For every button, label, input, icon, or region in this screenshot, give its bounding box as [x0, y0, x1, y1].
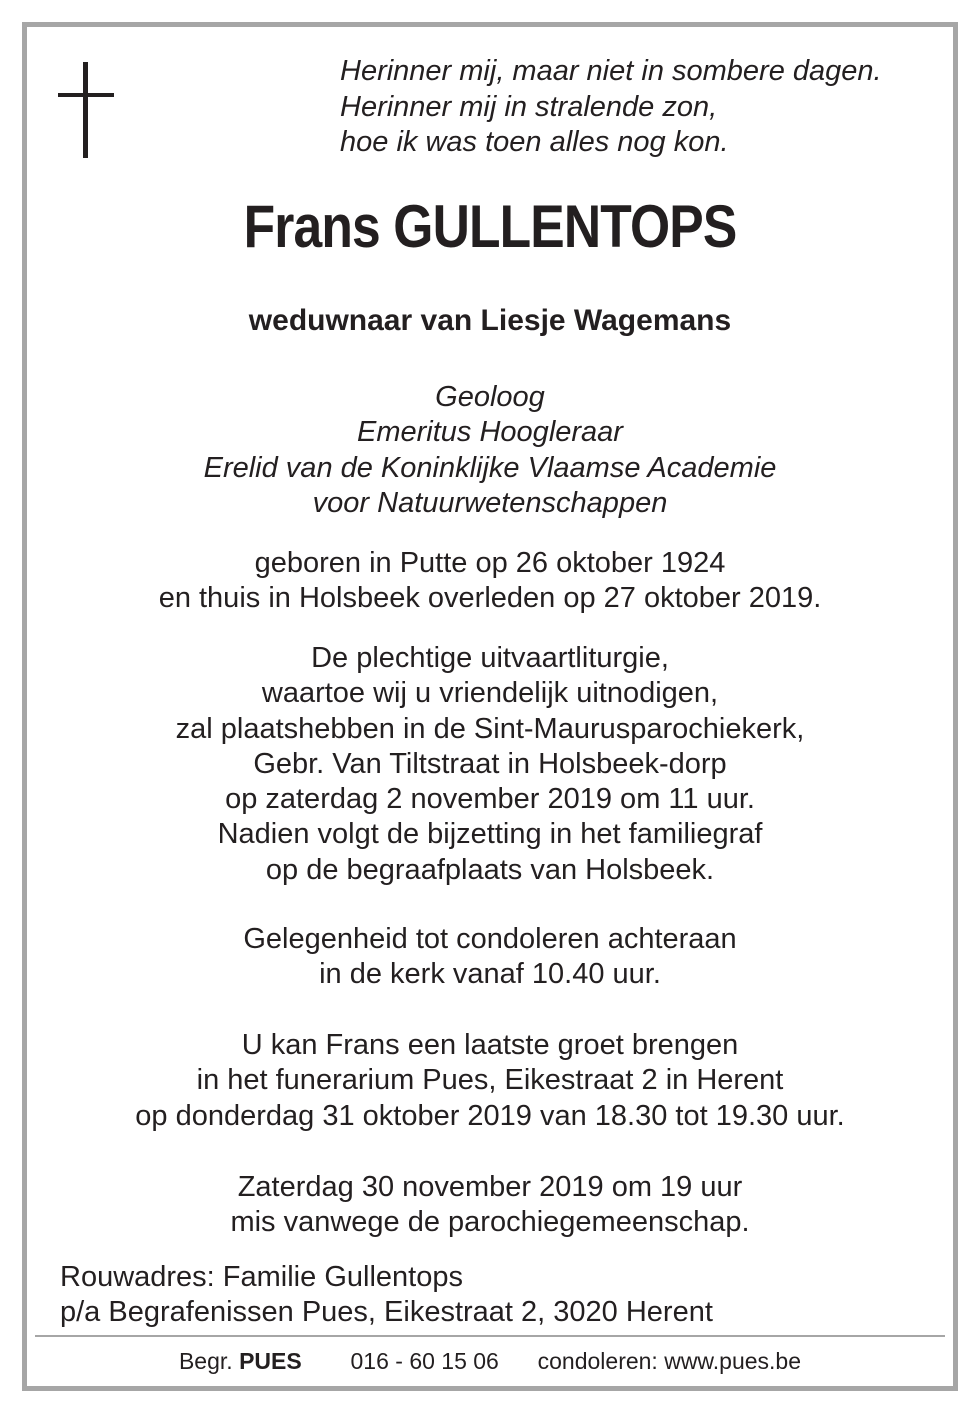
visitation-info — [0, 1028, 980, 1134]
address-line: p/a Begrafenissen Pues, Eikestraat 2, 3020 Herent — [60, 1296, 713, 1329]
title-line: voor Natuurwetenschappen — [312, 486, 668, 519]
funeral-details — [0, 641, 980, 888]
funeral-line: De plechtige uitvaartliturgie, — [311, 642, 669, 674]
funeral-line: waartoe wij u vriendelijk uitnodigen, — [261, 677, 719, 710]
condolence-info — [0, 922, 980, 993]
funeral-line: Nadien volgt de bijzetting in het familiegraf — [217, 818, 763, 851]
phone-number: 016 - 60 15 06 — [350, 1348, 499, 1374]
poem-line: hoe ik was toen alles nog kon. — [340, 126, 729, 158]
condolence-line: in de kerk vanaf 10.40 uur. — [319, 958, 661, 991]
title-line: Erelid van de Koninklijke Vlaamse Academie — [203, 451, 777, 484]
titles — [0, 380, 980, 521]
condolence-line: Gelegenheid tot condoleren achteraan — [243, 923, 737, 955]
funeral-line: op de begraafplaats van Holsbeek. — [265, 853, 715, 886]
birth-death — [0, 546, 980, 617]
footer — [0, 1345, 980, 1377]
deceased-name: Frans GULLENTOPS — [243, 193, 737, 260]
funeral-home-prefix: Begr. — [178, 1348, 240, 1374]
funeral-line: Gebr. Van Tiltstraat in Holsbeek-dorp — [253, 747, 727, 780]
poem-line: Herinner mij in stralende zon, — [340, 90, 718, 123]
funeral-home-name: PUES — [239, 1348, 302, 1374]
title-line: Geoloog — [435, 381, 545, 413]
address-line: Rouwadres: Familie Gullentops — [60, 1261, 463, 1293]
funeral-line: zal plaatshebben in de Sint-Maurusparochiekerk, — [175, 712, 805, 745]
visitation-line: op donderdag 31 oktober 2019 van 18.30 tot 19.30 uur. — [135, 1099, 845, 1132]
spouse-line: weduwnaar van Liesje Wagemans — [248, 304, 732, 337]
website-link[interactable]: condoleren: www.pues.be — [537, 1348, 802, 1374]
poem-line: Herinner mij, maar niet in sombere dagen. — [340, 55, 882, 87]
birth-line: geboren in Putte op 26 oktober 1924 — [254, 547, 726, 579]
memorial-mass — [0, 1170, 980, 1241]
cross-icon — [58, 62, 114, 158]
mass-line: Zaterdag 30 november 2019 om 19 uur — [237, 1171, 743, 1203]
funeral-line: op zaterdag 2 november 2019 om 11 uur. — [225, 783, 755, 816]
visitation-line: in het funerarium Pues, Eikestraat 2 in Herent — [196, 1064, 784, 1097]
title-line: Emeritus Hoogleraar — [357, 416, 623, 449]
visitation-line: U kan Frans een laatste groet brengen — [241, 1029, 739, 1061]
poem — [340, 54, 940, 161]
mass-line: mis vanwege de parochiegemeenschap. — [230, 1206, 750, 1239]
mourning-address — [60, 1260, 713, 1331]
footer-divider — [35, 1335, 945, 1337]
death-line: en thuis in Holsbeek overleden op 27 oktober 2019. — [158, 582, 822, 615]
